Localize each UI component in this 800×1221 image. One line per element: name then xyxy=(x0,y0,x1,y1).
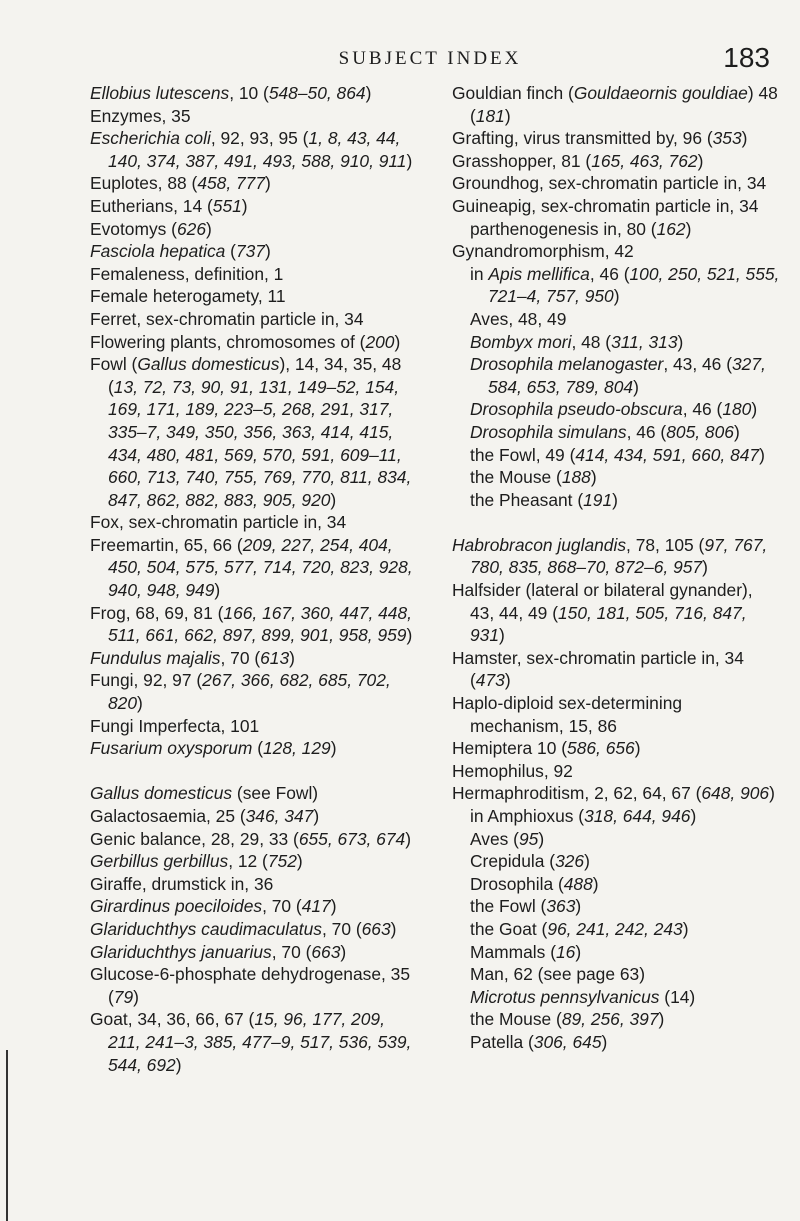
entry-text: , 12 ( xyxy=(228,851,268,872)
entry-text: , 43, 46 ( xyxy=(663,354,732,375)
entry-italic-text: Apis mellifica xyxy=(488,263,590,284)
index-subentry xyxy=(452,941,780,964)
running-head: SUBJECT INDEX xyxy=(338,48,522,69)
entry-italic-text: 318, 644, 946 xyxy=(584,806,691,826)
entry-italic-text: Ellobius lutescens xyxy=(90,83,230,103)
page-number: 183 xyxy=(723,42,770,73)
entry-italic-text: 613 xyxy=(260,647,290,668)
entry-italic-text: 458, 777 xyxy=(197,173,266,194)
index-entry xyxy=(452,195,780,218)
entry-italic-text: Girardinus poeciloides xyxy=(90,896,263,917)
entry-italic-text: Gerbillus gerbillus xyxy=(90,851,229,872)
entry-italic-text: 15, 96, 177, 209, 211, 241–3, 385, 477–9, 517, 536, 539, 544, 692 xyxy=(108,1009,412,1075)
entry-text: ) xyxy=(634,738,641,759)
index-subentry xyxy=(452,986,780,1009)
entry-text: , 92, 93, 95 ( xyxy=(210,128,309,149)
entry-text: Gouldian finch ( xyxy=(452,83,574,103)
index-entry xyxy=(452,82,780,127)
entry-italic-text: 586, 656 xyxy=(567,738,635,759)
entry-text: Grasshopper, 81 ( xyxy=(452,150,592,171)
entry-italic-text: Glariduchthys januarius xyxy=(90,941,272,962)
entry-text: Hemiptera 10 ( xyxy=(452,738,568,759)
entry-text: Goat, 34, 36, 66, 67 ( xyxy=(90,1009,255,1030)
entry-text: , 70 ( xyxy=(220,647,261,668)
entry-italic-text: 128, 129 xyxy=(262,738,331,759)
entry-text: Fungi, 92, 97 ( xyxy=(90,670,203,691)
entry-text: ) xyxy=(601,1031,608,1052)
entry-text: Eutherians, 14 ( xyxy=(90,195,213,216)
entry-text: ) xyxy=(405,828,411,849)
entry-text: , 46 ( xyxy=(589,263,630,284)
entry-italic-text: Gallus domesticus xyxy=(137,354,280,375)
left-column xyxy=(90,82,418,1076)
entry-text: ) xyxy=(406,625,413,646)
entry-text: , 70 ( xyxy=(322,918,362,939)
entry-text: Enzymes, 35 xyxy=(90,105,191,126)
entry-italic-text: 89, 256, 397 xyxy=(561,1009,659,1030)
index-subentry xyxy=(452,421,780,444)
index-entry xyxy=(90,941,418,964)
entry-italic-text: 346, 347 xyxy=(245,806,314,826)
entry-text: ) xyxy=(769,783,775,804)
index-entry xyxy=(90,873,418,896)
entry-text: ) xyxy=(175,1054,182,1075)
entry-italic-text: 311, 313 xyxy=(611,331,678,352)
index-subentry xyxy=(452,873,780,896)
index-entry xyxy=(90,737,418,760)
entry-italic-text: 166, 167, 360, 447, 448, 511, 661, 662, 897, 899, 901, 958, 959 xyxy=(108,602,412,646)
entry-text: ) xyxy=(340,941,347,962)
index-entry xyxy=(90,669,418,714)
entry-text: Evotomys ( xyxy=(90,218,177,239)
entry-italic-text: 752 xyxy=(267,851,297,872)
index-entry xyxy=(452,737,780,760)
entry-text: parthenogenesis in, 80 ( xyxy=(470,218,657,239)
entry-text: ) xyxy=(702,557,708,578)
entry-text: ) xyxy=(264,241,271,262)
entry-italic-text: Habrobracon juglandis xyxy=(452,534,627,555)
entry-text: ) xyxy=(690,806,697,826)
entry-text: ) xyxy=(741,128,748,149)
entry-text: Fox, sex-chromatin particle in, 34 xyxy=(90,512,347,533)
index-subentry xyxy=(452,895,780,918)
entry-italic-text: 326 xyxy=(555,851,585,872)
entry-text: ) xyxy=(241,195,248,216)
entry-text: Fowl ( xyxy=(90,354,138,375)
entry-text: , 46 ( xyxy=(626,421,667,442)
entry-italic-text: 150, 181, 505, 716, 847, 931 xyxy=(470,602,747,646)
entry-text: ) xyxy=(633,376,639,397)
right-column xyxy=(452,82,780,1076)
entry-italic-text: 663 xyxy=(311,941,341,962)
index-subentry xyxy=(452,353,780,398)
index-entry xyxy=(90,534,418,602)
entry-text: , 70 ( xyxy=(262,896,302,917)
entry-text: ) xyxy=(759,444,765,465)
entry-italic-text: 473 xyxy=(475,670,505,691)
entry-text: ) xyxy=(206,218,212,239)
entry-text: Femaleness, definition, 1 xyxy=(90,263,284,284)
index-subentry xyxy=(452,466,780,489)
entry-text: ) xyxy=(390,918,397,939)
entry-italic-text: 191 xyxy=(583,489,613,510)
entry-text: ) xyxy=(504,105,511,126)
entry-text: ) xyxy=(330,489,337,510)
index-entry xyxy=(90,850,418,873)
entry-italic-text: 417 xyxy=(301,896,331,917)
entry-text: Hemophilus, 92 xyxy=(452,760,573,781)
entry-italic-text: 97, 767, 780, 835, 868–70, 872–6, 957 xyxy=(470,534,768,578)
entry-italic-text: 551 xyxy=(212,195,242,216)
index-subentry xyxy=(452,263,780,308)
entry-text: Frog, 68, 69, 81 ( xyxy=(90,602,224,623)
index-entry xyxy=(90,105,418,128)
entry-text: Haplo-diploid sex-determining mechanism, 15, 86 xyxy=(452,693,683,736)
entry-text: , 10 ( xyxy=(229,83,269,103)
entry-text: ) xyxy=(677,331,684,352)
entry-italic-text: Escherichia coli xyxy=(90,128,211,149)
entry-text: ) xyxy=(613,286,620,307)
index-subentry xyxy=(452,218,780,241)
entry-text: Genic balance, 28, 29, 33 ( xyxy=(90,828,299,849)
entry-italic-text: 267, 366, 682, 685, 702, 820 xyxy=(108,670,391,714)
entry-text: ) xyxy=(538,828,545,849)
entry-text: ) xyxy=(751,399,758,420)
index-entry xyxy=(90,918,418,941)
index-entry xyxy=(90,602,418,647)
page-header xyxy=(90,40,770,80)
entry-text: Euplotes, 88 ( xyxy=(90,173,198,194)
index-entry xyxy=(452,579,780,647)
entry-italic-text: Microtus pennsylvanicus xyxy=(470,986,660,1007)
entry-text: Ferret, sex-chromatin particle in, 34 xyxy=(90,308,364,329)
entry-text: ) xyxy=(133,986,139,1007)
entry-italic-text: Drosophila melanogaster xyxy=(470,354,664,375)
entry-text: Fungi Imperfecta, 101 xyxy=(90,715,260,736)
entry-italic-text: 306, 645 xyxy=(533,1031,602,1052)
entry-text: the Goat ( xyxy=(470,918,548,939)
entry-text: ) xyxy=(685,218,692,239)
index-entry xyxy=(90,782,418,805)
entry-italic-text: 79 xyxy=(113,986,134,1007)
entry-italic-text: Drosophila pseudo-obscura xyxy=(470,399,683,420)
index-entry xyxy=(90,127,418,172)
index-subentry xyxy=(452,444,780,467)
entry-text: ) xyxy=(214,580,221,601)
entry-italic-text: 488 xyxy=(563,873,593,894)
entry-italic-text: 13, 72, 73, 90, 91, 131, 149–52, 154, 169, 171, 189, 223–5, 268, 291, 317, 335–7, 349, 350, 356, 363, 414, 415, 434, 480, 481, 569, 570, 591, 609–11, 660, 713, 740, 755, 769, 770, 811, 834, 847, 862, 882, 883, 905, 920 xyxy=(108,376,412,510)
entry-text: ) xyxy=(365,83,372,103)
entry-text: Groundhog, sex-chromatin particle in, 34 xyxy=(452,173,767,194)
entry-italic-text: Fundulus majalis xyxy=(90,647,221,668)
entry-text: ) xyxy=(697,150,704,171)
index-entry xyxy=(90,218,418,241)
entry-text: ) xyxy=(137,693,143,714)
entry-italic-text: 165, 463, 762 xyxy=(591,150,698,171)
entry-text: ) xyxy=(330,738,337,759)
entry-italic-text: 363 xyxy=(546,896,576,917)
index-subentry xyxy=(452,828,780,851)
entry-text: , 70 ( xyxy=(271,941,312,962)
index-entry xyxy=(90,285,418,308)
entry-text: Giraffe, drumstick in, 36 xyxy=(90,873,274,894)
index-subentry xyxy=(452,398,780,421)
index-entry xyxy=(90,511,418,534)
entry-text: Drosophila ( xyxy=(470,873,564,894)
entry-text: ) xyxy=(499,625,505,646)
index-entry xyxy=(452,127,780,150)
entry-italic-text: 95 xyxy=(518,828,539,849)
entry-text: the Fowl ( xyxy=(470,896,547,917)
entry-italic-text: 180 xyxy=(722,399,752,420)
index-entry xyxy=(90,715,418,738)
entry-italic-text: 188 xyxy=(561,467,591,488)
index-entry xyxy=(452,150,780,173)
index-entry xyxy=(90,172,418,195)
entry-text: ) xyxy=(658,1009,665,1030)
index-subentry xyxy=(452,308,780,331)
index-entry xyxy=(452,534,780,579)
entry-text: ) 48 ( xyxy=(470,83,778,126)
entry-text: Glucose-6-phosphate dehydrogenase, 35 ( xyxy=(90,964,411,1007)
index-entry xyxy=(452,647,780,692)
entry-text: (14) xyxy=(659,986,696,1007)
index-entry xyxy=(452,782,780,805)
entry-italic-text: 414, 434, 591, 660, 847 xyxy=(575,444,760,465)
entry-text: Freemartin, 65, 66 ( xyxy=(90,534,243,555)
entry-text: ) xyxy=(575,941,582,962)
entry-text: ) xyxy=(590,467,597,488)
index-entry xyxy=(452,172,780,195)
index-entry xyxy=(90,263,418,286)
entry-text: ) xyxy=(504,670,511,691)
entry-text: Halfsider (lateral or bilateral gynander), 43, 44, 49 ( xyxy=(452,580,753,623)
entry-text: Hermaphroditism, 2, 62, 64, 67 ( xyxy=(452,783,702,804)
entry-italic-text: Fusarium oxysporum xyxy=(90,738,253,759)
entry-italic-text: Gallus domesticus xyxy=(90,783,233,804)
index-entry xyxy=(90,895,418,918)
entry-text: in Amphioxus ( xyxy=(470,806,585,826)
entry-text: the Fowl, 49 ( xyxy=(470,444,576,465)
index-entry xyxy=(90,647,418,670)
entry-italic-text: 805, 806 xyxy=(666,421,734,442)
entry-text: ) xyxy=(592,873,599,894)
index-entry xyxy=(90,353,418,511)
index-entry xyxy=(90,82,418,105)
entry-text: Crepidula ( xyxy=(470,851,556,872)
entry-italic-text: 162 xyxy=(656,218,686,239)
index-subentry xyxy=(452,805,780,828)
index-entry xyxy=(90,240,418,263)
entry-text: ) xyxy=(313,806,320,826)
entry-text: in xyxy=(470,263,489,284)
entry-text: Gynandromorphism, 42 xyxy=(452,241,634,262)
entry-italic-text: 548–50, 864 xyxy=(268,83,366,103)
entry-italic-text: 209, 227, 254, 404, 450, 504, 575, 577, 714, 720, 823, 928, 940, 948, 949 xyxy=(108,534,413,601)
entry-text: Man, 62 (see page 63) xyxy=(470,964,645,985)
entry-text: , 78, 105 ( xyxy=(626,534,705,555)
entry-text: ) xyxy=(289,647,295,668)
entry-italic-text: 200 xyxy=(365,331,395,352)
index-columns xyxy=(90,82,780,1076)
entry-italic-text: Drosophila simulans xyxy=(470,421,627,442)
index-entry xyxy=(452,760,780,783)
entry-italic-text: 327, 584, 653, 789, 804 xyxy=(488,354,766,397)
entry-text: ( xyxy=(225,241,236,262)
scan-edge-line xyxy=(6,1050,8,1221)
entry-italic-text: 353 xyxy=(712,128,742,149)
entry-text: ) xyxy=(612,489,618,510)
entry-text: ) xyxy=(265,173,271,194)
entry-text: Aves, 48, 49 xyxy=(470,308,567,329)
entry-italic-text: 100, 250, 521, 555, 721–4, 757, 950 xyxy=(488,263,780,307)
index-entry xyxy=(452,240,780,263)
entry-text: ), 14, 34, 35, 48 ( xyxy=(108,354,402,397)
entry-italic-text: 16 xyxy=(556,941,576,962)
entry-text: Mammals ( xyxy=(470,941,556,962)
index-entry xyxy=(90,1008,418,1076)
index-entry xyxy=(90,828,418,851)
entry-text: ) xyxy=(394,331,401,352)
entry-italic-text: Bombyx mori xyxy=(470,331,572,352)
entry-text: Galactosaemia, 25 ( xyxy=(90,806,246,826)
entry-text: Flowering plants, chromosomes of ( xyxy=(90,331,366,352)
index-entry xyxy=(90,195,418,218)
entry-text: Patella ( xyxy=(470,1031,534,1052)
entry-text: ) xyxy=(406,150,413,171)
entry-text: ) xyxy=(296,851,303,872)
index-entry xyxy=(452,692,780,737)
entry-text: ) xyxy=(575,896,582,917)
index-entry xyxy=(90,805,418,828)
entry-italic-text: 663 xyxy=(361,918,391,939)
entry-italic-text: Glariduchthys caudimaculatus xyxy=(90,918,322,939)
index-subentry xyxy=(452,489,780,512)
index-subentry xyxy=(452,963,780,986)
entry-text: (see Fowl) xyxy=(232,783,319,804)
entry-text: ) xyxy=(682,918,689,939)
index-subentry xyxy=(452,918,780,941)
entry-text: the Mouse ( xyxy=(470,1009,562,1030)
entry-italic-text: 96, 241, 242, 243 xyxy=(547,918,683,939)
entry-text: the Mouse ( xyxy=(470,467,562,488)
entry-text: ( xyxy=(252,738,263,759)
index-entry xyxy=(90,963,418,1008)
entry-text: Hamster, sex-chromatin particle in, 34 ( xyxy=(452,647,744,691)
entry-italic-text: 1, 8, 43, 44, 140, 374, 387, 491, 493, 588, 910, 911 xyxy=(108,128,407,171)
entry-text: ) xyxy=(584,851,590,872)
entry-italic-text: 626 xyxy=(176,218,206,239)
index-entry xyxy=(90,308,418,331)
index-entry xyxy=(90,331,418,354)
entry-italic-text: Fasciola hepatica xyxy=(90,241,226,262)
entry-italic-text: Gouldaeornis gouldiae xyxy=(573,83,748,103)
entry-text: the Pheasant ( xyxy=(470,489,584,510)
entry-text: , 46 ( xyxy=(682,399,723,420)
index-subentry xyxy=(452,331,780,354)
entry-text: Aves ( xyxy=(470,828,519,849)
entry-text: Female heterogamety, 11 xyxy=(90,286,286,307)
entry-italic-text: 181 xyxy=(475,105,505,126)
entry-text: , 48 ( xyxy=(571,331,612,352)
entry-italic-text: 737 xyxy=(235,241,265,262)
entry-italic-text: 648, 906 xyxy=(701,783,770,804)
index-subentry xyxy=(452,1031,780,1054)
index-subentry xyxy=(452,850,780,873)
entry-italic-text: 655, 673, 674 xyxy=(298,828,406,849)
entry-text: Grafting, virus transmitted by, 96 ( xyxy=(452,128,713,149)
index-subentry xyxy=(452,1008,780,1031)
entry-text: ) xyxy=(733,421,740,442)
entry-text: Guineapig, sex-chromatin particle in, 34 xyxy=(452,195,759,216)
entry-text: ) xyxy=(330,896,337,917)
